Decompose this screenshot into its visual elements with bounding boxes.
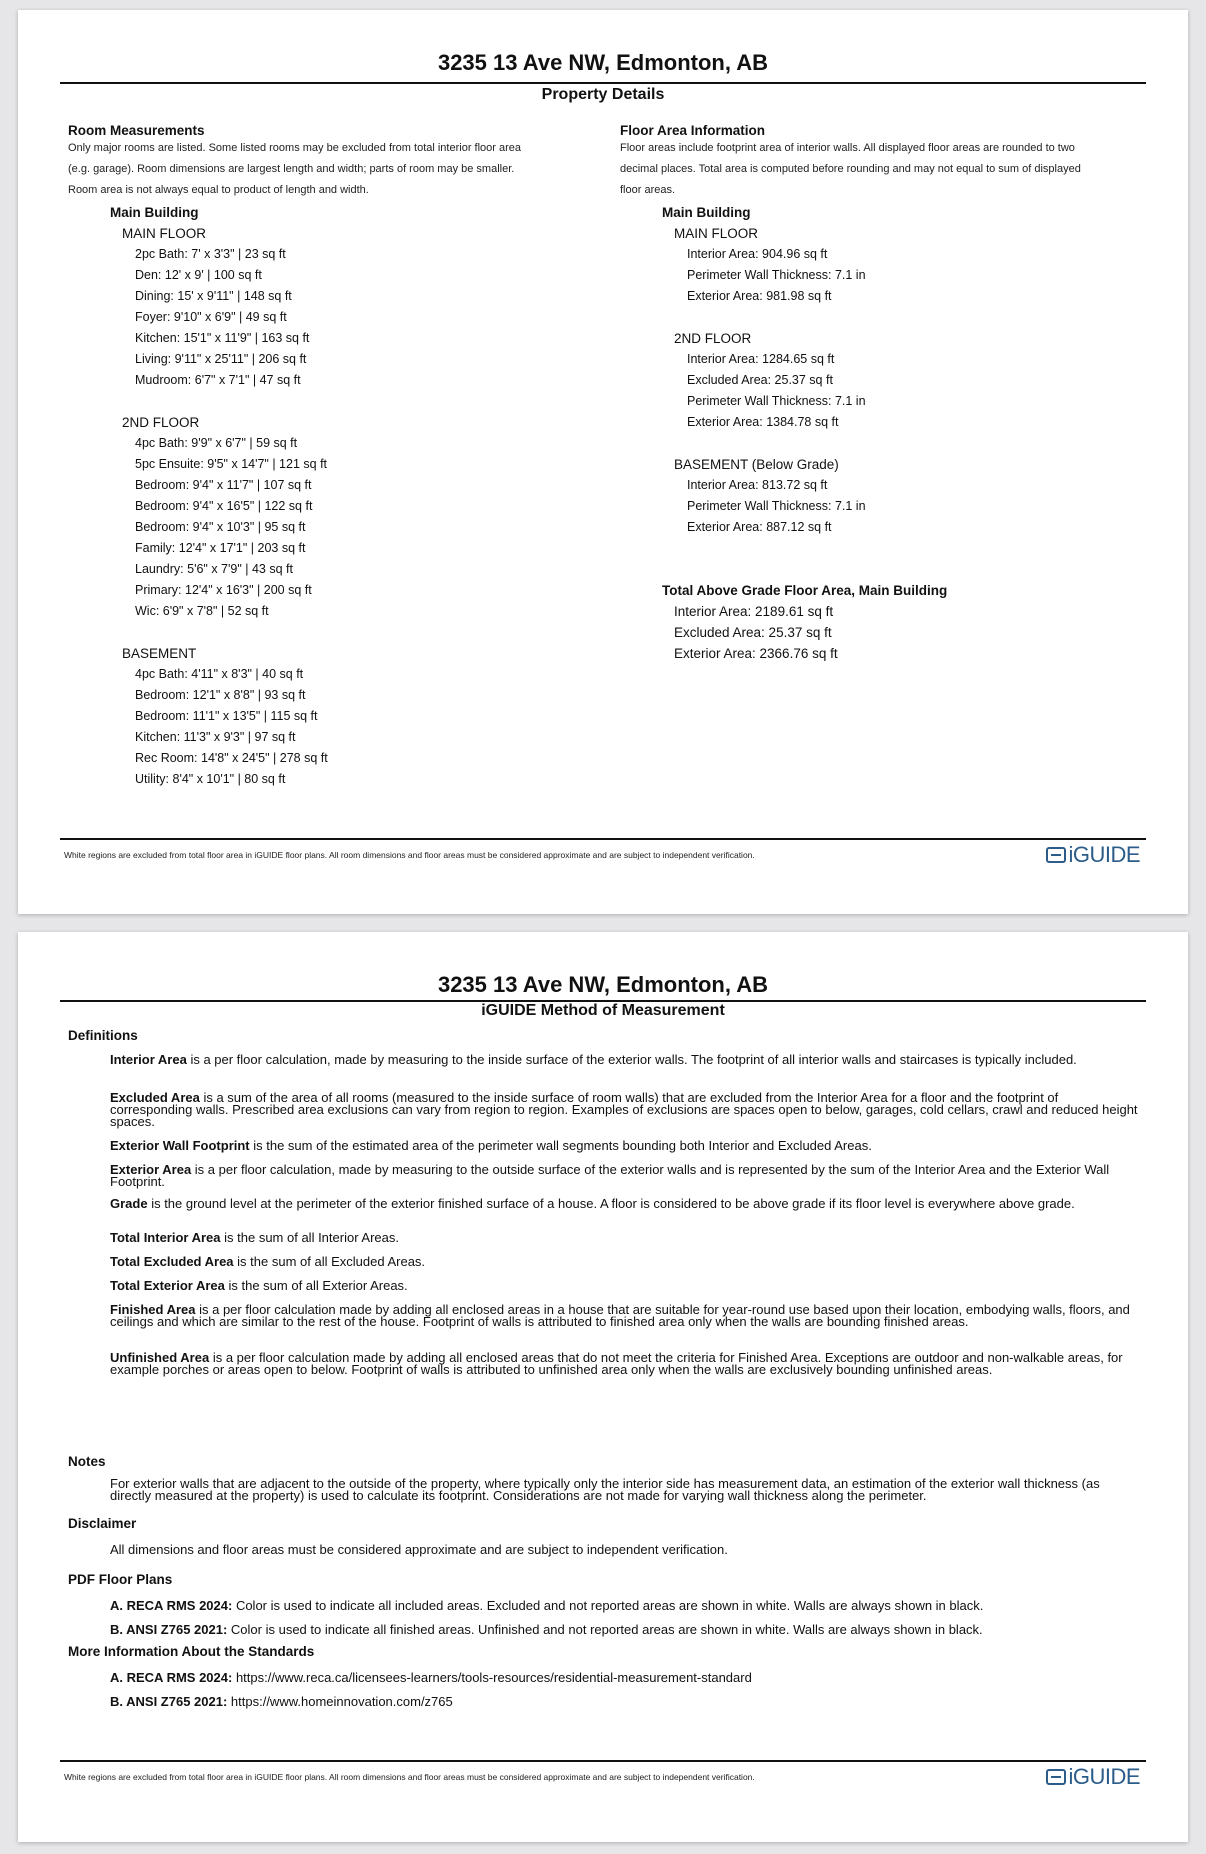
room-entry: Bedroom: 9'4" x 10'3" | 95 sq ft [135, 520, 306, 534]
definition-paragraph [110, 1140, 1142, 1152]
room-entry: Bedroom: 11'1" x 13'5" | 115 sq ft [135, 709, 318, 723]
definition-term: Grade [110, 1196, 148, 1211]
spacer [110, 391, 510, 412]
page-subtitle: iGUIDE Method of Measurement [481, 1002, 725, 1019]
room-entry: Living: 9'11" x 25'11" | 206 sq ft [135, 352, 307, 366]
spacer [662, 538, 1142, 559]
area-entry: Exterior Area: 981.98 sq ft [687, 289, 832, 303]
room-measurements-intro [68, 138, 538, 201]
definition-paragraph [110, 1164, 1142, 1188]
room-measurements-list [110, 202, 510, 790]
room-entry: Bedroom: 12'1" x 8'8" | 93 sq ft [135, 688, 306, 702]
room-entry: 5pc Ensuite: 9'5" x 14'7" | 121 sq ft [135, 457, 328, 471]
definition-term: Exterior Area [110, 1162, 192, 1177]
area-entry: Interior Area: 904.96 sq ft [687, 247, 828, 261]
room-entry: 4pc Bath: 4'11" x 8'3" | 40 sq ft [135, 667, 304, 681]
room-entry: Family: 12'4" x 17'1" | 203 sq ft [135, 541, 306, 555]
definition-text: is a per floor calculation made by adding all enclosed areas that do not meet the criteria for Finished Area. Exceptions are outdoor and non-walkable areas, for example porches or areas open to below. Footprint of walls is attributed to unfinished area only when the walls are exclusively bounding unfinished areas. [110, 1350, 1123, 1377]
room-entry: Foyer: 9'10" x 6'9" | 49 sq ft [135, 310, 287, 324]
area-entry: Interior Area: 1284.65 sq ft [687, 352, 835, 366]
pdf-ansi-line [110, 1622, 983, 1637]
pdf-reca-label: A. RECA RMS 2024: [110, 1598, 233, 1613]
intro-line: floor areas. [620, 184, 676, 196]
more-ansi-link[interactable]: https://www.homeinnovation.com/z765 [227, 1694, 453, 1709]
iguide-logo-text: iGUIDE [1068, 842, 1140, 867]
iguide-logo [1046, 1764, 1140, 1790]
definition-paragraph [110, 1280, 1142, 1292]
room-entry: Wic: 6'9" x 7'8" | 52 sq ft [135, 604, 269, 618]
disclaimer-text: All dimensions and floor areas must be considered approximate and are subject to independent verification. [110, 1542, 728, 1557]
floor-area-heading: Floor Area Information [620, 123, 766, 138]
more-ansi-label: B. ANSI Z765 2021: [110, 1694, 228, 1709]
definition-text: is a per floor calculation, made by measuring to the inside surface of the exterior walls. The footprint of all interior walls and staircases is typically included. [186, 1052, 1077, 1067]
floor-name: MAIN FLOOR [674, 226, 759, 241]
definition-term: Excluded Area [110, 1090, 200, 1105]
definition-text: is the sum of all Interior Areas. [220, 1230, 399, 1245]
area-entry: Exterior Area: 887.12 sq ft [687, 520, 832, 534]
area-entry: Interior Area: 813.72 sq ft [687, 478, 828, 492]
total-area-entry: Excluded Area: 25.37 sq ft [674, 625, 832, 640]
footer-rule [60, 838, 1146, 840]
total-area-heading: Total Above Grade Floor Area, Main Building [662, 583, 948, 598]
area-entry: Excluded Area: 25.37 sq ft [687, 373, 833, 387]
pdf-reca-line [110, 1598, 983, 1613]
definition-text: is the sum of the estimated area of the perimeter wall segments bounding both Interior and Excluded Areas. [249, 1138, 872, 1153]
area-entry: Perimeter Wall Thickness: 7.1 in [687, 394, 866, 408]
definition-text: is a sum of the area of all rooms (measured to the inside surface of room walls) that are excluded from the Interior Area for a floor and the footprint of corresponding walls. Prescribed area exclusions can vary from region to region. Examples of exclusions are spaces open to below, garages, cold cellars, crawl and reduced height spaces. [110, 1090, 1138, 1129]
intro-line: Only major rooms are listed. Some listed rooms may be excluded from total interior floor area [68, 142, 522, 154]
spacer [662, 559, 1142, 580]
floor-name: 2ND FLOOR [122, 415, 200, 430]
pdf-ansi-text: Color is used to indicate all finished areas. Unfinished and not reported areas are shown in white. Walls are always shown in black. [227, 1622, 983, 1637]
spacer [662, 433, 1142, 454]
area-entry: Perimeter Wall Thickness: 7.1 in [687, 268, 866, 282]
definition-text: is the ground level at the perimeter of the exterior finished surface of a house. A floor is considered to be above grade if its floor level is everywhere above grade. [147, 1196, 1075, 1211]
definition-text: is a per floor calculation, made by measuring to the outside surface of the exterior walls and is represented by the sum of the Interior Area and the Exterior Wall Footprint. [110, 1162, 1110, 1189]
disclaimer-heading: Disclaimer [68, 1516, 137, 1531]
area-entry: Perimeter Wall Thickness: 7.1 in [687, 499, 866, 513]
footer-disclaimer: White regions are excluded from total floor area in iGUIDE floor plans. All room dimensions and floor areas must be considered approximate and are subject to independent verification. [64, 1772, 755, 1782]
definition-paragraph [110, 1198, 1142, 1210]
definition-text: is the sum of all Excluded Areas. [233, 1254, 426, 1269]
intro-line: (e.g. garage). Room dimensions are largest length and width; parts of room may be smaller. [68, 163, 515, 175]
notes-heading: Notes [68, 1454, 106, 1469]
room-measurements-heading: Room Measurements [68, 123, 205, 138]
definition-paragraph [110, 1304, 1142, 1328]
floor-name: 2ND FLOOR [674, 331, 752, 346]
pdf-ansi-label: B. ANSI Z765 2021: [110, 1622, 228, 1637]
spacer [662, 307, 1142, 328]
property-details-page [18, 10, 1188, 914]
iguide-logo-mark-icon [1046, 847, 1066, 863]
room-entry: Bedroom: 9'4" x 16'5" | 122 sq ft [135, 499, 313, 513]
room-entry: 2pc Bath: 7' x 3'3" | 23 sq ft [135, 247, 286, 261]
total-area-entry: Interior Area: 2189.61 sq ft [674, 604, 834, 619]
definition-term: Unfinished Area [110, 1350, 210, 1365]
area-entry: Exterior Area: 1384.78 sq ft [687, 415, 839, 429]
room-entry: Rec Room: 14'8" x 24'5" | 278 sq ft [135, 751, 328, 765]
notes-text: For exterior walls that are adjacent to the outside of the property, where typically only the interior side has measurement data, an estimation of the exterior wall thickness (as directly measured at the property) is used to calculate its footprint. Considerations are not made for varying wall thickness along the perimeter. [110, 1476, 1100, 1503]
definition-term: Total Exterior Area [110, 1278, 225, 1293]
room-entry: Mudroom: 6'7" x 7'1" | 47 sq ft [135, 373, 301, 387]
spacer [110, 622, 510, 643]
room-entry: Laundry: 5'6" x 7'9" | 43 sq ft [135, 562, 293, 576]
more-reca-label: A. RECA RMS 2024: [110, 1670, 233, 1685]
building-name: Main Building [662, 205, 751, 220]
definition-paragraph [110, 1352, 1142, 1376]
more-ansi-line [110, 1694, 453, 1709]
definition-paragraph [110, 1092, 1142, 1128]
definition-paragraph [110, 1232, 1142, 1244]
footer-rule [60, 1760, 1146, 1762]
building-name: Main Building [110, 205, 199, 220]
page-title: 3235 13 Ave NW, Edmonton, AB [437, 972, 769, 997]
title-rule [60, 1000, 1146, 1002]
more-info-heading: More Information About the Standards [68, 1644, 315, 1659]
iguide-logo [1046, 842, 1140, 868]
definition-term: Total Interior Area [110, 1230, 221, 1245]
floor-name: MAIN FLOOR [122, 226, 207, 241]
definition-text: is a per floor calculation made by adding all enclosed areas in a house that are suitable for year-round use based upon their location, embodying walls, floors, and ceilings and which are similar to the rest of the house. Footprint of walls is attributed to finished area only when the walls are bounding finished areas. [110, 1302, 1130, 1329]
pdf-floor-plans-heading: PDF Floor Plans [68, 1572, 173, 1587]
more-reca-link[interactable]: https://www.reca.ca/licensees-learners/tools-resources/residential-measurement-standard [232, 1670, 752, 1685]
intro-line: decimal places. Total area is computed before rounding and may not equal to sum of displayed [620, 163, 1081, 175]
definition-term: Exterior Wall Footprint [110, 1138, 250, 1153]
room-entry: Primary: 12'4" x 16'3" | 200 sq ft [135, 583, 312, 597]
floor-area-intro [620, 138, 1150, 201]
definition-text: is the sum of all Exterior Areas. [224, 1278, 408, 1293]
room-entry: Utility: 8'4" x 10'1" | 80 sq ft [135, 772, 286, 786]
pdf-reca-text: Color is used to indicate all included areas. Excluded and not reported areas are shown in white. Walls are always shown in black. [232, 1598, 984, 1613]
intro-line: Room area is not always equal to product of length and width. [68, 184, 369, 196]
room-entry: Kitchen: 15'1" x 11'9" | 163 sq ft [135, 331, 310, 345]
floor-name: BASEMENT (Below Grade) [674, 457, 839, 472]
room-entry: Dining: 15' x 9'11" | 148 sq ft [135, 289, 292, 303]
title-rule [60, 82, 1146, 84]
floor-name: BASEMENT [122, 646, 197, 661]
room-entry: Den: 12' x 9' | 100 sq ft [135, 268, 262, 282]
iguide-logo-mark-icon [1046, 1769, 1066, 1785]
definition-paragraph [110, 1054, 1142, 1066]
intro-line: Floor areas include footprint area of interior walls. All displayed floor areas are rounded to two [620, 142, 1075, 154]
measurement-method-page [18, 932, 1188, 1842]
page-title: 3235 13 Ave NW, Edmonton, AB [437, 50, 769, 75]
footer-disclaimer: White regions are excluded from total floor area in iGUIDE floor plans. All room dimensions and floor areas must be considered approximate and are subject to independent verification. [64, 850, 755, 860]
total-area-entry: Exterior Area: 2366.76 sq ft [674, 646, 838, 661]
definitions-heading: Definitions [68, 1028, 138, 1043]
definition-term: Total Excluded Area [110, 1254, 234, 1269]
room-entry: Kitchen: 11'3" x 9'3" | 97 sq ft [135, 730, 296, 744]
room-entry: Bedroom: 9'4" x 11'7" | 107 sq ft [135, 478, 312, 492]
more-reca-line [110, 1670, 752, 1685]
room-entry: 4pc Bath: 9'9" x 6'7" | 59 sq ft [135, 436, 298, 450]
page-subtitle: Property Details [541, 86, 665, 103]
iguide-logo-text: iGUIDE [1068, 1764, 1140, 1789]
definition-term: Finished Area [110, 1302, 196, 1317]
definition-term: Interior Area [110, 1052, 187, 1067]
definition-paragraph [110, 1256, 1142, 1268]
floor-area-list [662, 202, 1142, 664]
